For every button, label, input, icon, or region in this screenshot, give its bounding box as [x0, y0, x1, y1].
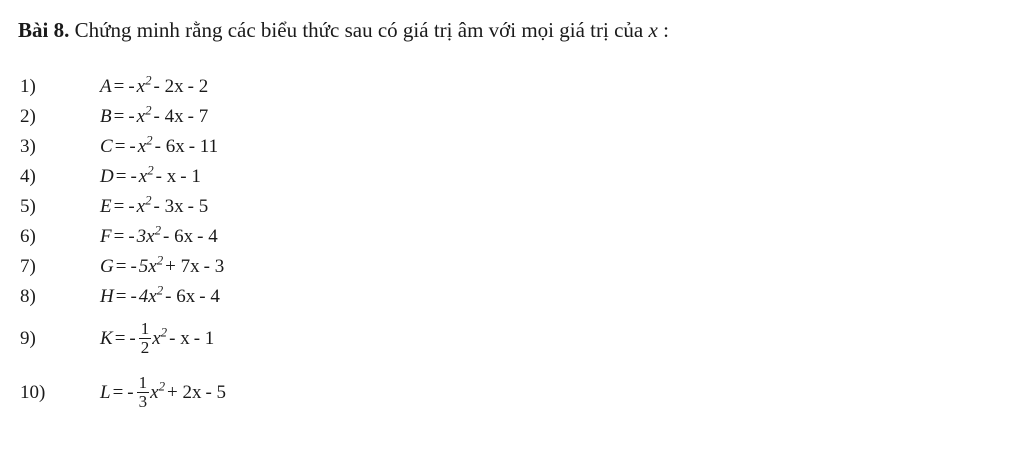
variable-symbol: x: [136, 76, 146, 97]
item-expression: [100, 102, 210, 132]
exponent: 2: [160, 324, 168, 340]
leading-sign: -: [128, 226, 135, 247]
item-expression: [100, 222, 220, 252]
equals-sign: =: [112, 382, 124, 403]
item-number: 2): [20, 106, 36, 127]
list-item: [18, 102, 998, 132]
list-item: [18, 282, 998, 312]
constant-term: - 7: [187, 106, 209, 127]
exercise-label: Bài 8.: [18, 18, 70, 42]
square-coefficient: 4: [138, 286, 149, 307]
item-expression: [100, 72, 210, 102]
item-number: 10): [20, 382, 46, 403]
leading-sign: -: [130, 256, 137, 277]
item-number: 1): [20, 76, 36, 97]
equals-sign: =: [115, 286, 127, 307]
item-expression: [100, 312, 216, 366]
equals-sign: =: [113, 226, 125, 247]
exercise-heading: [18, 16, 669, 44]
variable-symbol: x: [148, 286, 157, 307]
list-item: [18, 252, 998, 282]
expr-name: F: [100, 226, 112, 247]
equals-sign: =: [114, 136, 126, 157]
constant-term: - 5: [205, 382, 227, 403]
linear-term: + 2x: [167, 382, 202, 403]
equals-sign: =: [113, 106, 125, 127]
list-item: [18, 162, 998, 192]
item-number: 5): [20, 196, 36, 217]
constant-term: - 3: [203, 256, 225, 277]
list-item: [18, 132, 998, 162]
fraction-coefficient: [139, 320, 152, 357]
expr-name: K: [100, 328, 113, 349]
fraction-denominator: 2: [140, 338, 150, 358]
constant-term: - 4: [197, 226, 218, 247]
heading-colon: :: [663, 18, 669, 42]
item-number: 7): [20, 256, 36, 277]
item-expression: [100, 192, 210, 222]
expr-name: C: [100, 136, 113, 157]
variable-symbol: x: [136, 196, 146, 217]
variable-symbol: x: [152, 328, 161, 349]
item-expression: [100, 132, 220, 162]
leading-sign: -: [129, 328, 136, 349]
linear-term: - x: [155, 166, 177, 187]
leading-sign: -: [128, 76, 135, 97]
linear-term: - x: [169, 328, 190, 349]
expression-list: [18, 72, 998, 420]
equals-sign: =: [113, 76, 125, 97]
leading-sign: -: [128, 106, 135, 127]
constant-term: - 2: [187, 76, 209, 97]
item-expression: [100, 366, 228, 420]
expr-name: B: [100, 106, 112, 127]
item-number: 8): [20, 286, 36, 307]
fraction-coefficient: [137, 374, 150, 411]
variable-symbol: x: [148, 256, 157, 277]
exponent: 2: [154, 222, 162, 238]
square-coefficient: 5: [138, 256, 149, 277]
expr-name: E: [100, 196, 112, 217]
variable-symbol: x: [136, 106, 146, 127]
linear-term: - 6x: [154, 136, 185, 157]
linear-term: - 2x: [153, 76, 184, 97]
exponent: 2: [156, 252, 164, 268]
item-number: 9): [20, 328, 36, 349]
list-item: [18, 312, 998, 366]
list-item: [18, 222, 998, 252]
linear-term: - 4x: [153, 106, 184, 127]
item-expression: [100, 162, 203, 192]
exponent: 2: [146, 132, 153, 148]
expr-name: G: [100, 256, 114, 277]
list-item: [18, 366, 998, 420]
equals-sign: =: [114, 328, 126, 349]
leading-sign: -: [130, 286, 137, 307]
leading-sign: -: [128, 196, 135, 217]
list-item: [18, 72, 998, 102]
constant-term: - 5: [187, 196, 209, 217]
constant-term: - 1: [180, 166, 201, 187]
equals-sign: =: [115, 166, 127, 187]
exponent: 2: [147, 162, 154, 178]
item-number: 4): [20, 166, 36, 187]
item-expression: [100, 282, 222, 312]
expr-name: A: [100, 76, 112, 97]
exponent: 2: [158, 378, 166, 394]
exponent: 2: [145, 72, 152, 88]
variable-symbol: x: [146, 226, 155, 247]
expr-name: L: [100, 382, 111, 403]
fraction-numerator: 1: [138, 373, 148, 393]
fraction-denominator: 3: [138, 392, 148, 412]
equals-sign: =: [115, 256, 127, 277]
heading-variable: x: [648, 18, 658, 42]
exponent: 2: [145, 192, 152, 208]
variable-symbol: x: [150, 382, 159, 403]
leading-sign: -: [127, 382, 134, 403]
constant-term: - 1: [193, 328, 215, 349]
leading-sign: -: [130, 166, 137, 187]
exponent: 2: [156, 282, 164, 298]
exercise-instruction: Chứng minh rằng các biểu thức sau có giá trị âm với mọi giá trị của: [74, 18, 644, 42]
variable-symbol: x: [138, 166, 148, 187]
expr-name: H: [100, 286, 114, 307]
expr-name: D: [100, 166, 114, 187]
linear-term: - 6x: [165, 286, 196, 307]
exponent: 2: [145, 102, 152, 118]
leading-sign: -: [129, 136, 136, 157]
linear-term: + 7x: [165, 256, 200, 277]
equals-sign: =: [113, 196, 125, 217]
list-item: [18, 192, 998, 222]
linear-term: - 6x: [163, 226, 194, 247]
item-number: 6): [20, 226, 36, 247]
linear-term: - 3x: [153, 196, 184, 217]
constant-term: - 11: [188, 136, 219, 157]
square-coefficient: 3: [136, 226, 147, 247]
fraction-numerator: 1: [140, 319, 150, 339]
variable-symbol: x: [137, 136, 147, 157]
item-expression: [100, 252, 226, 282]
item-number: 3): [20, 136, 36, 157]
constant-term: - 4: [199, 286, 220, 307]
